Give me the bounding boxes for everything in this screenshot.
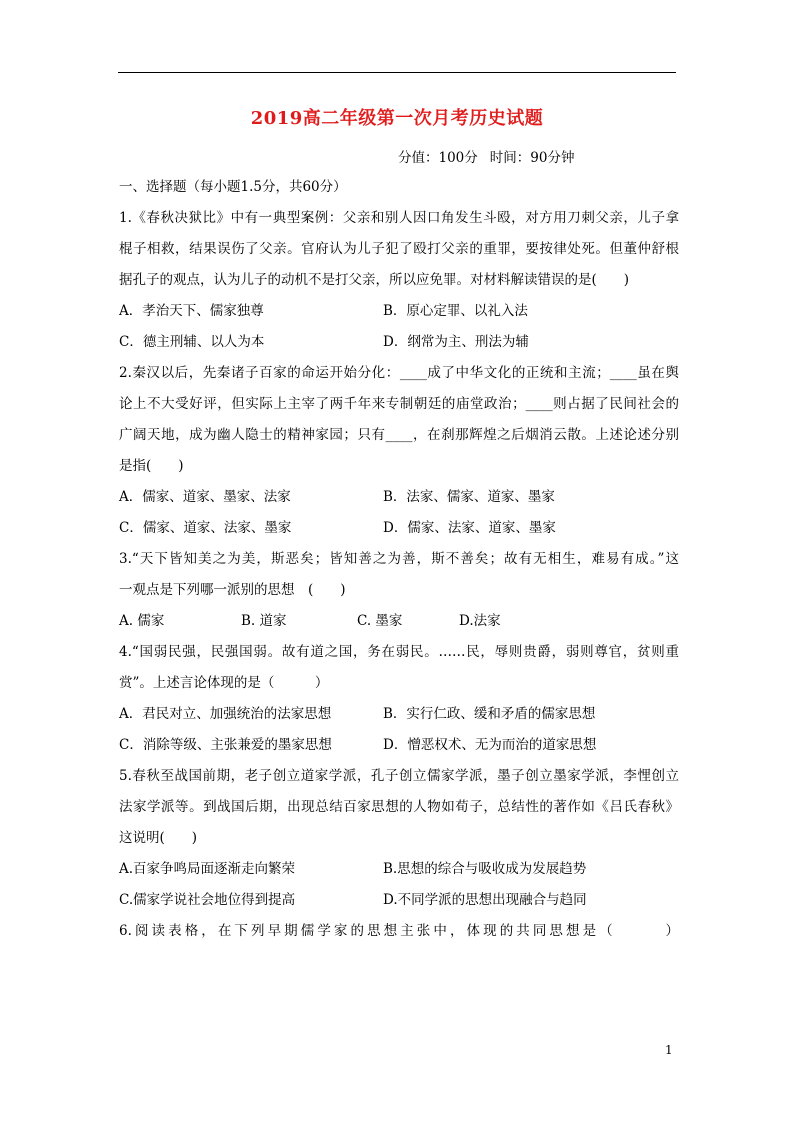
time-info: 时间：90分钟	[489, 150, 575, 166]
option-a[interactable]: A. 儒家	[119, 613, 165, 629]
section-heading: 一、选择题（每小题1.5分，共60分）	[119, 179, 347, 195]
option-row	[119, 730, 679, 761]
option-row	[119, 513, 679, 544]
question-text-line: 6.阅读表格，在下列早期儒学家的思想主张中，体现的共同思想是（ ）	[119, 923, 679, 939]
question-text-line: 1.《春秋决狱比》中有一典型案例：父亲和别人因口角发生斗殴，对方用刀刺父亲，儿子拿	[119, 210, 679, 226]
option-b[interactable]: B．实行仁政、缓和矛盾的儒家思想	[383, 706, 596, 722]
option-row	[119, 327, 679, 358]
option-c[interactable]: C. 墨家	[357, 613, 403, 629]
option-c[interactable]: C．德主刑辅、以人为本	[119, 334, 265, 350]
option-a[interactable]: A.百家争鸣局面逐渐走向繁荣	[119, 861, 296, 877]
exam-meta	[398, 146, 586, 166]
option-a[interactable]: A．儒家、道家、墨家、法家	[119, 489, 291, 505]
question-text-line: 论上不大受好评，但实际上主宰了两千年来专制朝廷的庙堂政治；____则占据了民间社会的	[119, 396, 679, 412]
question-text-line: 棍子相救，结果误伤了父亲。官府认为儿子犯了殴打父亲的重罪，要按律处死。但董仲舒根	[119, 241, 679, 257]
question-text-line: 法家学派等。到战国后期，出现总结百家思想的人物如荀子，总结性的著作如《吕氏春秋》	[119, 799, 679, 815]
option-c[interactable]: C．儒家、道家、法家、墨家	[119, 520, 292, 536]
option-c[interactable]: C．消除等级、主张兼爱的墨家思想	[119, 737, 332, 753]
option-row	[119, 606, 679, 637]
option-d[interactable]: D．儒家、法家、道家、墨家	[383, 520, 556, 536]
score-info: 分值：100分	[398, 150, 478, 166]
question-text-line: 5.春秋至战国前期，老子创立道家学派，孔子创立儒家学派，墨子创立墨家学派，李悝创立	[119, 768, 679, 784]
option-b[interactable]: B. 道家	[241, 613, 287, 629]
option-row	[119, 699, 679, 730]
question-1	[119, 203, 679, 358]
question-text-line: 是指( )	[119, 458, 184, 474]
question-text-line: 4.“国弱民强，民强国弱。故有道之国，务在弱民。……民，辱则贵爵，弱则尊官，贫则重	[119, 644, 679, 660]
option-row	[119, 482, 679, 513]
option-b[interactable]: B．原心定罪、以礼入法	[383, 303, 528, 319]
question-text-line: 赏”。上述言论体现的是（ ）	[119, 675, 329, 691]
option-row	[119, 296, 679, 327]
option-d[interactable]: D．纲常为主、刑法为辅	[383, 334, 529, 350]
option-a[interactable]: A．君民对立、加强统治的法家思想	[119, 706, 332, 722]
question-text-line: 一观点是下列哪一派别的思想 ( )	[119, 582, 346, 598]
question-text-line: 据孔子的观点，认为儿子的动机不是打父亲，所以应免罪。对材料解读错误的是( )	[119, 272, 630, 288]
page-title: 2019高二年级第一次月考历史试题	[250, 108, 544, 129]
question-text-line: 2.秦汉以后，先秦诸子百家的命运开始分化：____成了中华文化的正统和主流；____虽在舆	[119, 365, 679, 381]
option-row	[119, 854, 679, 885]
question-text-line: 3.“天下皆知美之为美，斯恶矣；皆知善之为善，斯不善矣；故有无相生，难易有成。”这	[119, 551, 679, 567]
exam-content	[119, 172, 679, 947]
option-a[interactable]: A．孝治天下、儒家独尊	[119, 303, 264, 319]
option-b[interactable]: B.思想的综合与吸收成为发展趋势	[383, 861, 587, 877]
question-4	[119, 637, 679, 761]
header-rule	[118, 72, 676, 73]
option-d[interactable]: D.法家	[459, 613, 501, 629]
question-text-line: 广阔天地，成为幽人隐士的精神家园；只有____，在刹那辉煌之后烟消云散。上述论述分别	[119, 427, 679, 443]
option-b[interactable]: B．法家、儒家、道家、墨家	[383, 489, 555, 505]
option-d[interactable]: D．憎恶权术、无为而治的道家思想	[383, 737, 597, 753]
page-number: 1	[665, 1043, 673, 1057]
question-6	[119, 916, 679, 947]
question-3	[119, 544, 679, 637]
option-row	[119, 885, 679, 916]
option-c[interactable]: C.儒家学说社会地位得到提高	[119, 892, 296, 908]
question-5	[119, 761, 679, 916]
option-d[interactable]: D.不同学派的思想出现融合与趋同	[383, 892, 587, 908]
question-2	[119, 358, 679, 544]
question-text-line: 这说明( )	[119, 830, 198, 846]
